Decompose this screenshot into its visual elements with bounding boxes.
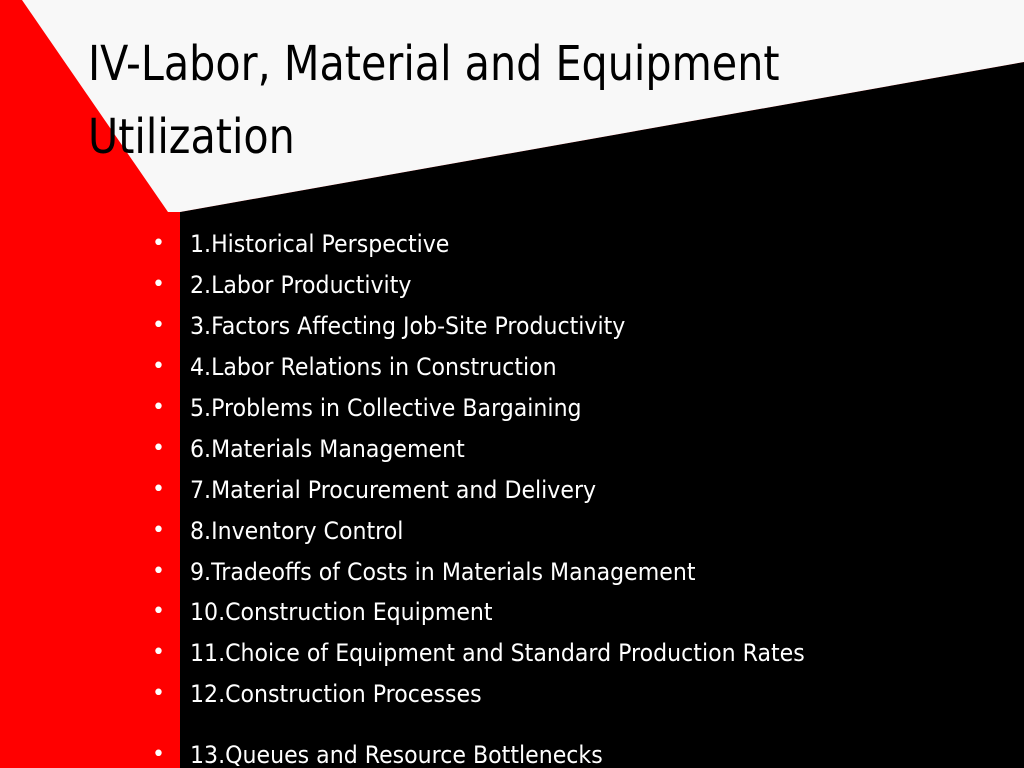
bullet: • <box>152 742 165 768</box>
bullet: • <box>152 353 165 379</box>
bullet: • <box>152 517 165 543</box>
bullet: • <box>152 271 165 297</box>
list-item-label: 7.Material Procurement and Delivery <box>190 475 597 504</box>
list-item-label: 10.Construction Equipment <box>190 598 493 627</box>
bullet: • <box>152 231 165 256</box>
bullet: • <box>152 681 165 707</box>
bullet: • <box>152 599 165 625</box>
list-item-label: 5.Problems in Collective Bargaining <box>190 393 582 422</box>
bullet: • <box>152 558 165 584</box>
bullet: • <box>152 394 165 420</box>
list-item-label: 4.Labor Relations in Construction <box>190 352 557 381</box>
bullet: • <box>152 476 165 502</box>
list-item-label: 9.Tradeoffs of Costs in Materials Management <box>190 557 696 586</box>
list-item-label: 6.Materials Management <box>190 434 465 463</box>
bullet: • <box>152 640 165 666</box>
list-item-label: 13.Queues and Resource Bottlenecks <box>190 741 603 768</box>
bullet: • <box>152 435 165 461</box>
list-item-label: 8.Inventory Control <box>190 516 404 545</box>
list-item-label: 11.Choice of Equipment and Standard Production Rates <box>190 639 805 668</box>
title-line-2: Utilization <box>88 109 295 165</box>
list-item-label: 3.Factors Affecting Job-Site Productivity <box>190 311 626 340</box>
list-item-label: 12.Construction Processes <box>190 680 482 709</box>
bullet: • <box>152 312 165 338</box>
title-line-1: IV-Labor, Material and Equipment <box>88 36 780 92</box>
list-item-label: 2.Labor Productivity <box>190 270 412 299</box>
list-item-label: 1.Historical Perspective <box>190 230 450 258</box>
slide-title <box>88 28 879 174</box>
